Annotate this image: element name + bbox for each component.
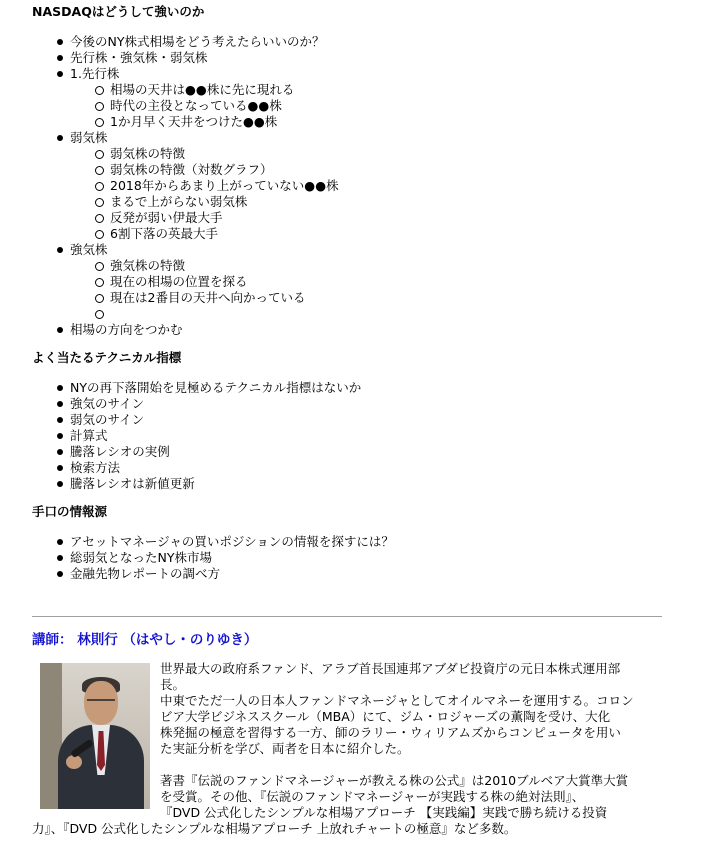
section-heading: 手口の情報源 (32, 504, 108, 519)
list-item: 金融先物レポートの調べ方 (32, 566, 727, 582)
sub-list-item: 現在は2番目の天井へ向かっている (32, 290, 727, 306)
sub-list-item: まるで上がらない弱気株 (32, 194, 727, 210)
sub-list-item-empty (32, 306, 727, 322)
section-list (32, 534, 727, 582)
list-item: 先行株・強気株・弱気株 (32, 50, 727, 66)
list-item: 相場の方向をつかむ (32, 322, 727, 338)
sub-list-item: 2018年からあまり上がっていない●●株 (32, 178, 727, 194)
list-item: NYの再下落開始を見極めるテクニカル指標はないか (32, 380, 727, 396)
divider (32, 616, 662, 617)
sub-list-item: 時代の主役となっている●●株 (32, 98, 727, 114)
list-item: 強気株 強気株の特徴 現在の相場の位置を探る 現在は2番目の天井へ向かっている (32, 242, 727, 322)
sub-list-item: 6割下落の英最大手 (32, 226, 727, 242)
section-list (32, 34, 727, 338)
section-heading: よく当たるテクニカル指標 (32, 350, 182, 365)
sub-list-item: 1か月早く天井をつけた●●株 (32, 114, 727, 130)
bio-paragraph-books: 著書『伝説のファンドマネージャーが教える株の公式』は2010ブルベア大賞準大賞 を受賞。その他、『伝説のファンドマネージャーが実践する株の絶対法則』、 『DVD 公式化したシンプルな相場アプローチ 【実践編】実践で勝ち続ける投資 力』、『DVD 公式化したシンプルな相場アプローチ 上放れチャートの極意』など多数。 (32, 773, 629, 836)
sub-list (70, 146, 727, 242)
sub-list-item: 弱気株の特徴 (32, 146, 727, 162)
instructor-profile (32, 661, 662, 837)
list-item: 検索方法 (32, 460, 727, 476)
list-item: アセットマネージャの買いポジションの情報を探すには？ (32, 534, 727, 550)
instructor-heading: 講師： 林則行 （はやし・のりゆき） (32, 632, 258, 648)
sub-list-item: 反発が弱い伊最大手 (32, 210, 727, 226)
list-item: 騰落レシオの実例 (32, 444, 727, 460)
list-item: 1.先行株 相場の天井は●●株に先に現れる 時代の主役となっている●●株 1か月早く天井をつけた●●株 (32, 66, 727, 130)
sub-list-item: 強気株の特徴 (32, 258, 727, 274)
list-item: 総弱気となったNY株市場 (32, 550, 727, 566)
list-item: 騰落レシオは新値更新 (32, 476, 727, 492)
list-item: 弱気のサイン (32, 412, 727, 428)
sub-list-item: 相場の天井は●●株に先に現れる (32, 82, 727, 98)
list-item: 強気のサイン (32, 396, 727, 412)
sub-list-item: 弱気株の特徴（対数グラフ） (32, 162, 727, 178)
sub-list-item: 現在の相場の位置を探る (32, 274, 727, 290)
instructor-photo (40, 663, 150, 809)
section-list (32, 380, 727, 492)
sub-list (70, 258, 727, 322)
bio-paragraph: 世界最大の政府系ファンド、アラブ首長国連邦アブダビ投資庁の元日本株式運用部 長。 中東でただ一人の日本人ファンドマネージャとしてオイルマネーを運用する。コロン ビア大学ビジネススクール（MBA）にて、ジム・ロジャーズの薫陶を受け、大化 株発掘の極意を習得する一方、師のラリー・ウィリアムズからコンピュータを用い た実証分析を学び、両者を日本に紹介した。 (160, 661, 634, 756)
list-item: 弱気株 弱気株の特徴 弱気株の特徴（対数グラフ） 2018年からあまり上がっていない●●株 まるで上がらない弱気株 反発が弱い伊最大手 6割下落の英最大手 (32, 130, 727, 242)
section-heading: NASDAQはどうして強いのか (32, 4, 205, 19)
list-item: 今後のNY株式相場をどう考えたらいいのか？ (32, 34, 727, 50)
sub-list (70, 82, 727, 130)
list-item: 計算式 (32, 428, 727, 444)
